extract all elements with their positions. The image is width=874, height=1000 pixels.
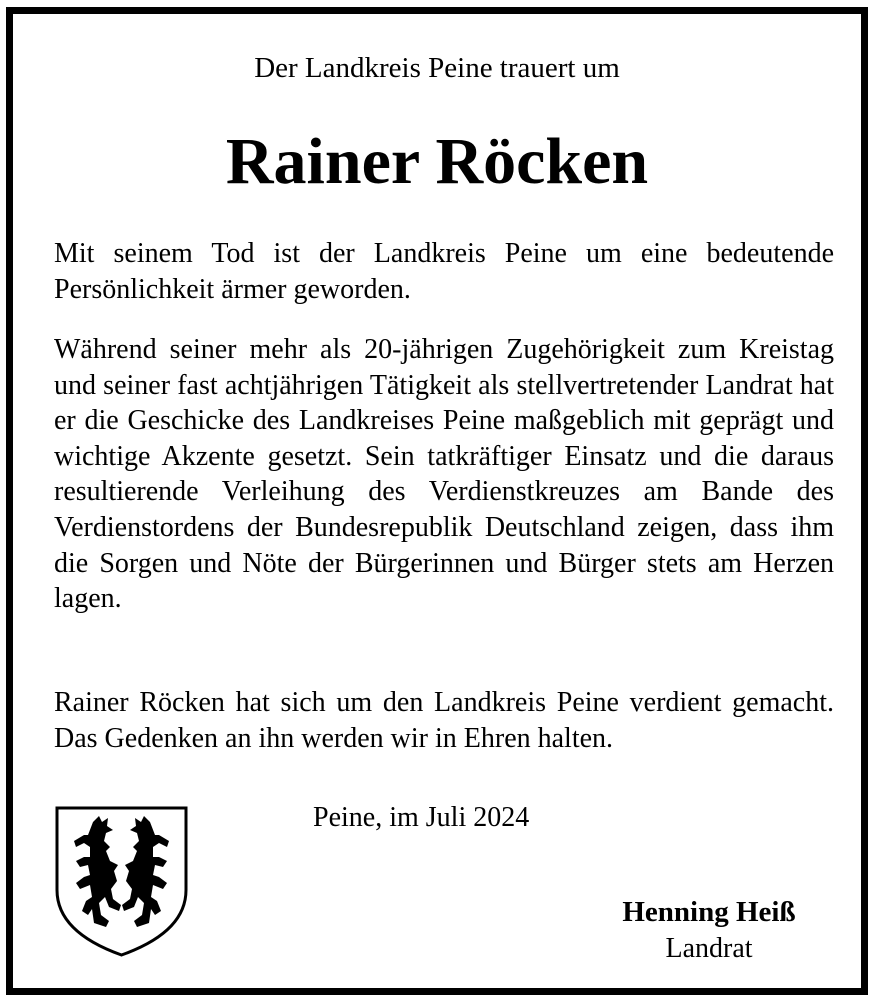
deceased-name: Rainer Röcken xyxy=(225,125,649,198)
coat-of-arms-icon xyxy=(53,804,190,959)
place-date: Peine, im Juli 2024 xyxy=(313,802,530,833)
signer-name: Henning Heiß xyxy=(622,896,796,928)
obituary-notice xyxy=(6,7,868,995)
paragraph-2: Während seiner mehr als 20-jährigen Zugehörigkeit zum Kreistag und seiner fast achtjährigen Tätigkeit als stellvertretender Landrat hat er die Geschicke des Landkreises Peine maßgeblich mit geprägt und wichtige Akzente gesetzt. Sein tatkräftiger Einsatz und die daraus resultierende Verleihung des Verdienstkreuzes am Bande des Verdienstordens der Bundesrepublik Deutschland zeigen, dass ihm die Sorgen und Nöte der Bürgerinnen und Bürger stets am Herzen lagen. xyxy=(54,334,834,615)
paragraph-3: Rainer Röcken hat sich um den Landkreis Peine verdient gemacht. Das Gedenken an ihn werden wir in Ehren halten. xyxy=(54,687,834,754)
intro-line: Der Landkreis Peine trauert um xyxy=(254,52,620,84)
signer-title: Landrat xyxy=(665,933,753,964)
paragraph-1: Mit seinem Tod ist der Landkreis Peine um eine bedeutende Persönlichkeit ärmer geworden. xyxy=(54,238,834,305)
